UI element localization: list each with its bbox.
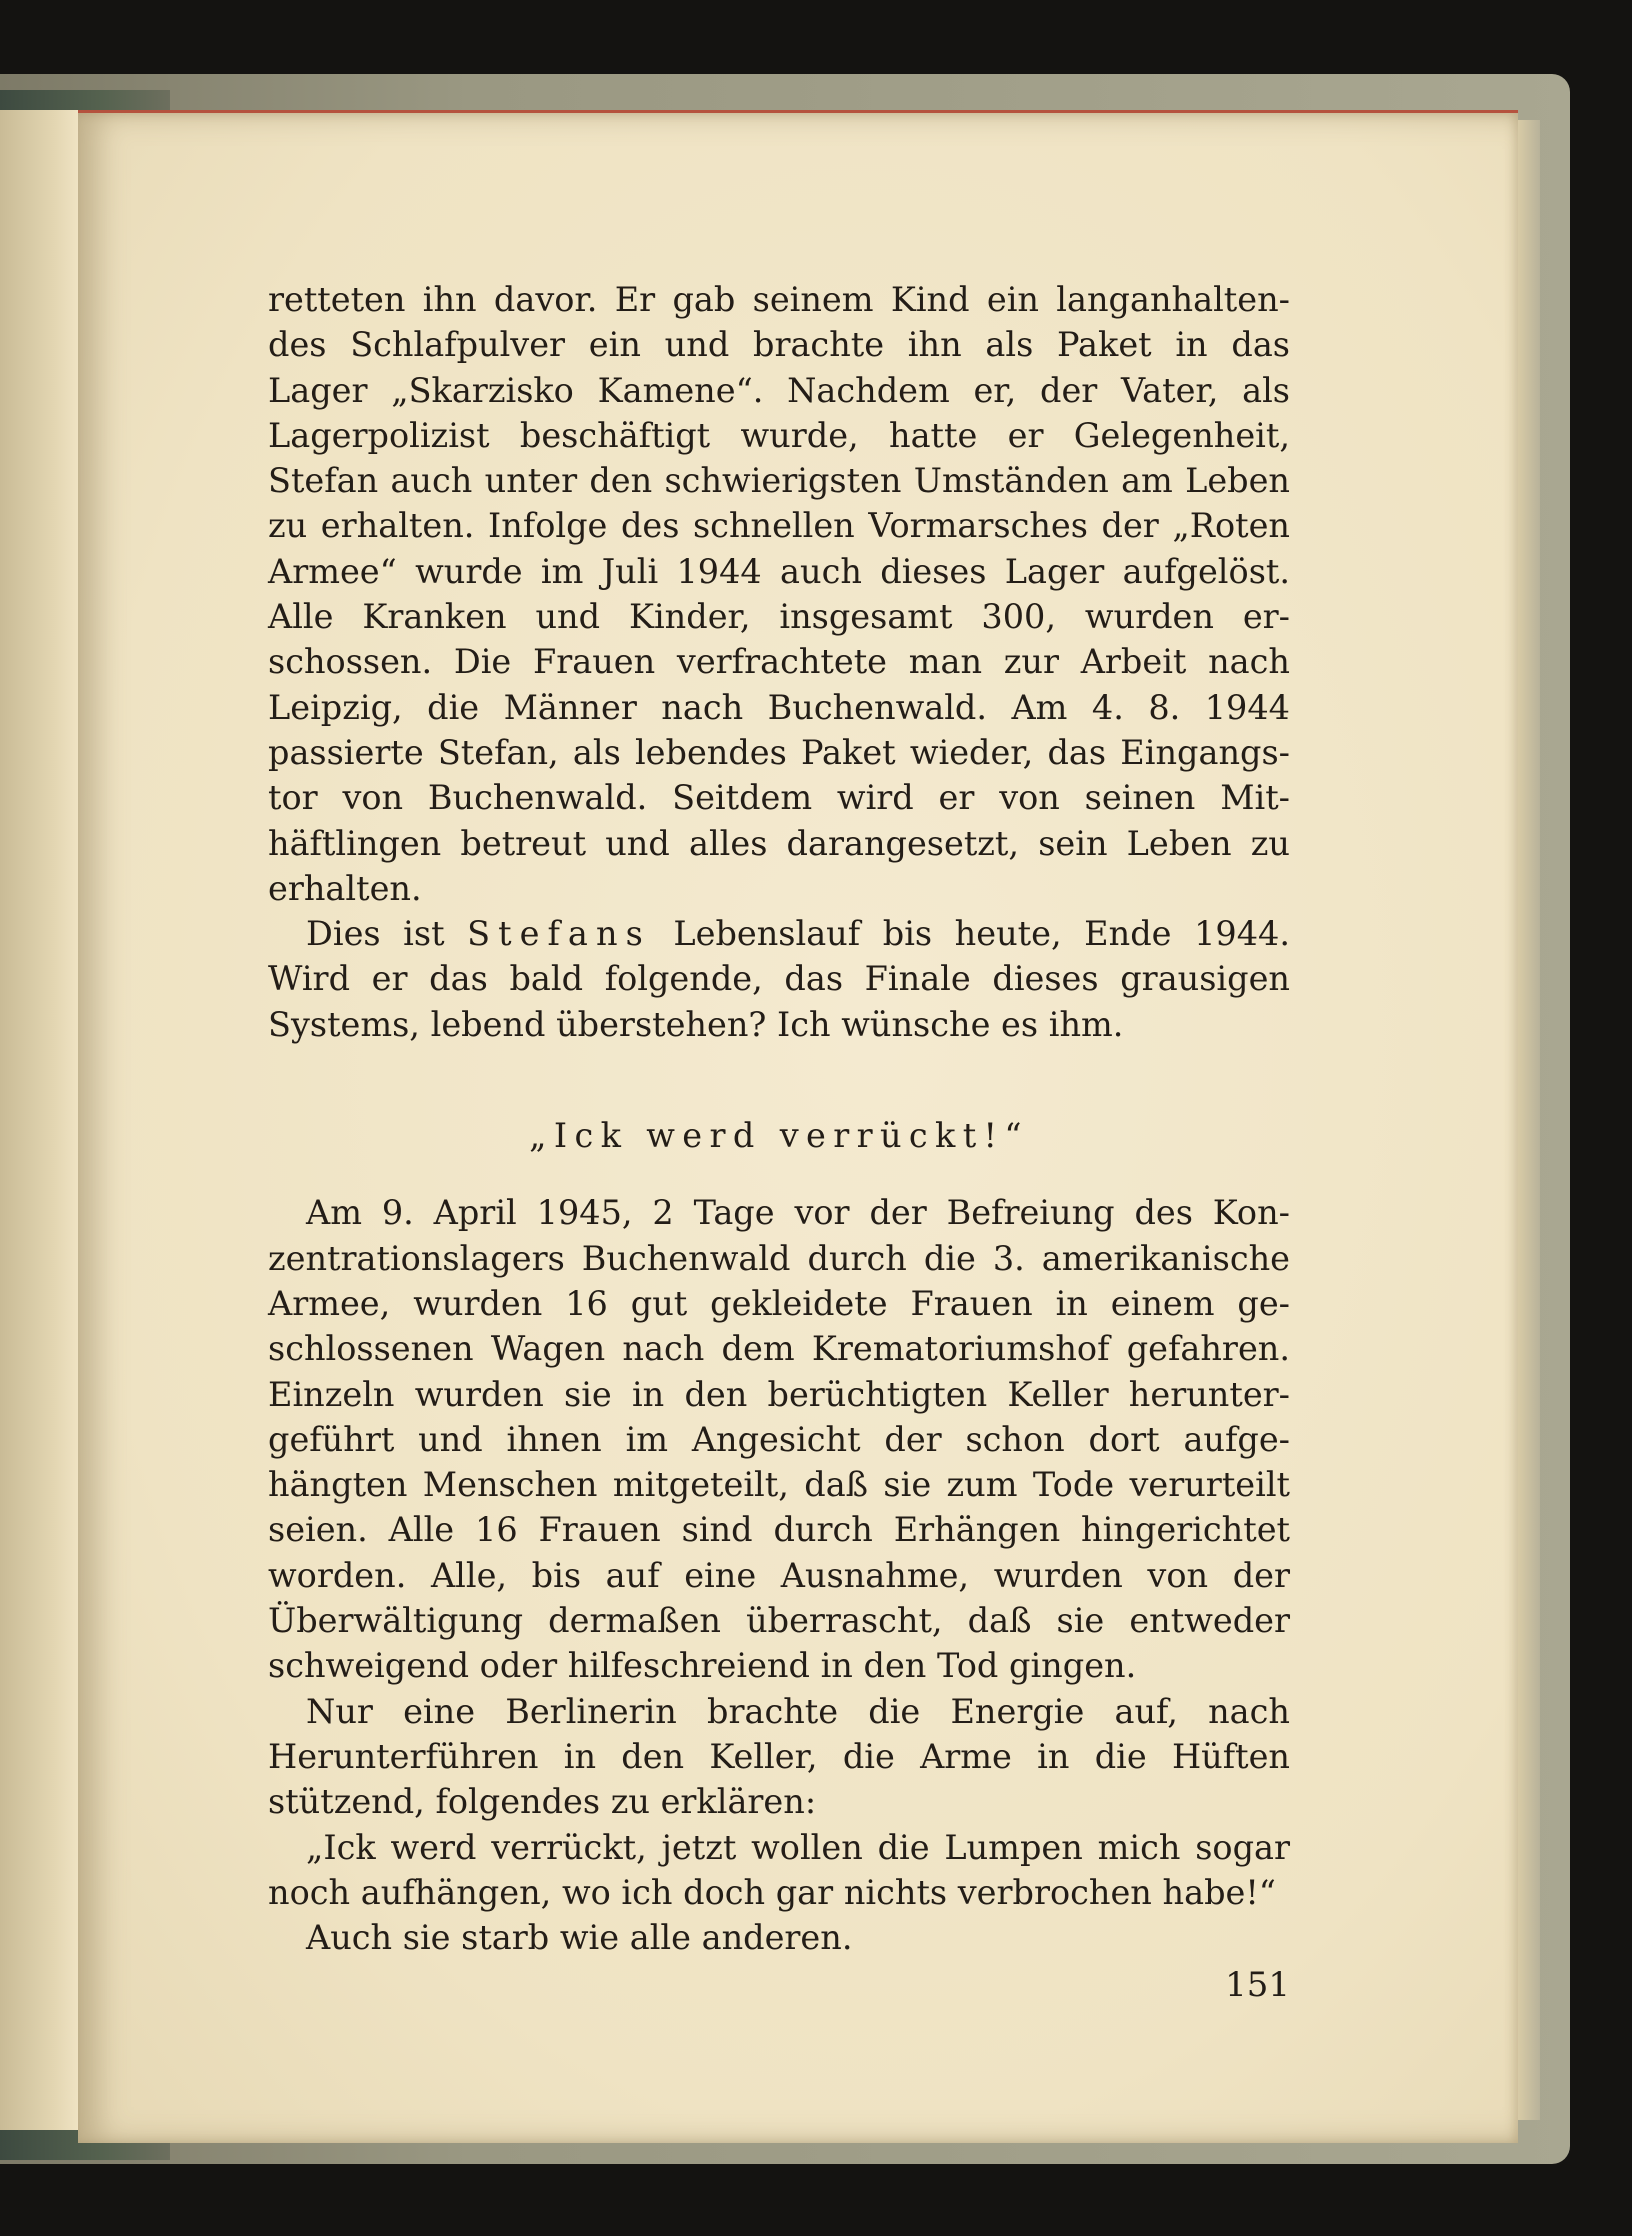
text-line: schossen. Die Frauen verfrachtete man zur Arbeit nach xyxy=(268,642,1290,682)
text-line: „Ick werd verrückt, jetzt wollen die Lumpen mich sogar xyxy=(306,1827,1290,1867)
paragraph-3 xyxy=(268,1190,1290,1688)
page-text xyxy=(268,277,1290,1960)
text-line: Stefan auch unter den schwierigsten Umständen am Leben xyxy=(268,461,1290,501)
text-line: hängten Menschen mitgeteilt, daß sie zum Tode verurteilt xyxy=(268,1465,1290,1505)
paragraph-1 xyxy=(268,277,1290,911)
paragraph-4 xyxy=(268,1689,1290,1825)
text-line: worden. Alle, bis auf eine Ausnahme, wurden von der xyxy=(268,1555,1290,1595)
text-line: stützend, folgendes zu erklären: xyxy=(268,1782,817,1822)
paragraph-5 xyxy=(268,1825,1290,1916)
text-line: schlossenen Wagen nach dem Krematoriumshof gefahren. xyxy=(268,1329,1290,1369)
text-line: passierte Stefan, als lebendes Paket wieder, das Eingangs- xyxy=(268,732,1290,772)
text-line: Lager „Skarzisko Kamene“. Nachdem er, der Vater, als xyxy=(268,370,1290,410)
text-line xyxy=(268,911,1290,956)
text-line: Nur eine Berlinerin brachte die Energie auf, nach xyxy=(306,1691,1290,1731)
text-line: zentrationslagers Buchenwald durch die 3. amerikanische xyxy=(268,1238,1290,1278)
text-line: zu erhalten. Infolge des schnellen Vormarsches der „Roten xyxy=(268,506,1290,546)
text-line: Einzeln wurden sie in den berüchtigten Keller herunter- xyxy=(268,1374,1290,1414)
page-number: 151 xyxy=(1225,1965,1290,2005)
text-line: Wird er das bald folgende, das Finale dieses grausigen xyxy=(268,959,1290,999)
text-line: tor von Buchenwald. Seitdem wird er von seinen Mit- xyxy=(268,778,1290,818)
text-line: Herunterführen in den Keller, die Arme in die Hüften xyxy=(268,1736,1290,1776)
text-line: Leipzig, die Männer nach Buchenwald. Am 4. 8. 1944 xyxy=(268,687,1290,727)
text-line: seien. Alle 16 Frauen sind durch Erhängen hingerichtet xyxy=(268,1510,1290,1550)
text-line: Am 9. April 1945, 2 Tage vor der Befreiung des Kon- xyxy=(306,1193,1290,1233)
text-line: erhalten. xyxy=(268,868,422,908)
text-line: Armee, wurden 16 gut gekleidete Frauen in einem ge- xyxy=(268,1283,1290,1323)
section-heading: „Ick werd verrückt!“ xyxy=(529,1116,1029,1156)
spaced-name: Stefans xyxy=(467,914,651,954)
text-fragment: Lebenslauf bis heute, Ende 1944. xyxy=(673,914,1290,954)
text-line: geführt und ihnen im Angesicht der schon dort aufge- xyxy=(268,1419,1290,1459)
text-line: Alle Kranken und Kinder, insgesamt 300, wurden er- xyxy=(268,597,1290,637)
text-line: Armee“ wurde im Juli 1944 auch dieses Lager aufgelöst. xyxy=(268,551,1290,591)
text-line: Überwältigung dermaßen überrascht, daß sie entweder xyxy=(268,1601,1290,1641)
page-edges xyxy=(1518,120,1540,2120)
paragraph-6 xyxy=(268,1915,1290,1960)
paragraph-2 xyxy=(268,911,1290,1047)
text-line: schweigend oder hilfeschreiend in den Tod gingen. xyxy=(268,1646,1137,1686)
text-line: Systems, lebend überstehen? Ich wünsche es ihm. xyxy=(268,1004,1124,1044)
text-line: des Schlafpulver ein und brachte ihn als Paket in das xyxy=(268,325,1290,365)
text-line: noch aufhängen, wo ich doch gar nichts verbrochen habe!“ xyxy=(268,1872,1276,1912)
text-line: retteten ihn davor. Er gab seinem Kind ein langanhalten- xyxy=(268,280,1290,319)
text-fragment: Dies ist xyxy=(306,914,445,954)
left-page-edge xyxy=(0,110,78,2130)
text-line: Auch sie starb wie alle anderen. xyxy=(306,1918,853,1958)
text-line: häftlingen betreut und alles darangesetzt, sein Leben zu xyxy=(268,823,1290,863)
text-line: Lagerpolizist beschäftigt wurde, hatte er Gelegenheit, xyxy=(268,415,1290,455)
